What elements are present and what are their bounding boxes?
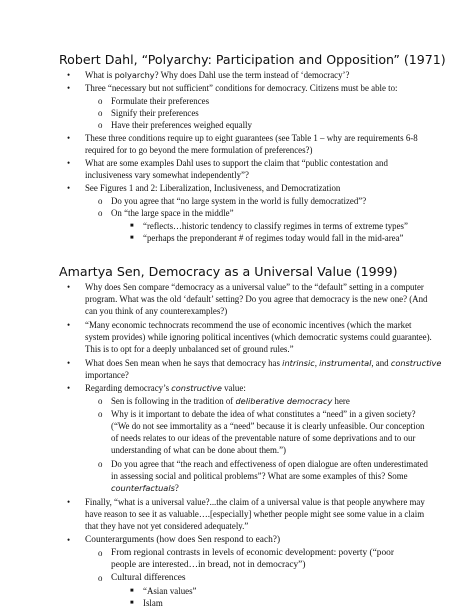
sub-item-deliberative: Sen is following in the tradition of deliberative democracy here xyxy=(111,396,350,406)
bullet-marker: • xyxy=(67,133,71,143)
sub-bullet-marker: o xyxy=(98,573,103,583)
square-bullet-marker: ■ xyxy=(130,588,134,594)
sub-bullet-marker: o xyxy=(98,196,103,206)
list-item-technocrats-line1: “Many economic technocrats recommend the use of economic incentives (which the market xyxy=(85,320,412,330)
sub-sub-item-preponderant: “perhaps the preponderant # of regimes today would fall in the mid-area” xyxy=(143,233,404,243)
sub-bullet-marker: o xyxy=(98,396,103,406)
list-item-constructive-value: Regarding democracy’s constructive value: xyxy=(85,383,246,393)
sub-sub-item-asian-values: “Asian values” xyxy=(143,586,197,596)
square-bullet-marker: ■ xyxy=(130,235,134,241)
sub-item-formulate: Formulate their preferences xyxy=(111,96,210,106)
list-item-conditions: Three “necessary but not sufficient” conditions for democracy. Citizens must be able to: xyxy=(85,83,398,93)
sub-item-cultural: Cultural differences xyxy=(111,573,186,583)
bullet-marker: • xyxy=(67,83,71,93)
sub-item-need-line2: (“We do not see immortality as a “need” because it is clearly unfeasible. Our conception xyxy=(111,421,425,431)
bullet-marker: • xyxy=(67,497,71,507)
section-heading-dahl: Robert Dahl, “Polyarchy: Participation and Opposition” (1971) xyxy=(59,52,446,67)
list-item-importance-line2: importance? xyxy=(85,370,129,380)
sub-item-need-line1: Why is it important to debate the idea of what constitutes a “need” in a given society? xyxy=(111,409,416,419)
list-item-counterarguments: Counterarguments (how does Sen respond to each?) xyxy=(85,535,281,545)
list-item-universal-line3: that they have not yet considered adequately.” xyxy=(85,521,249,531)
sub-item-weighed: Have their preferences weighed equally xyxy=(111,120,252,130)
sub-item-fully-democratized: Do you agree that “no large system in the world is fully democratized”? xyxy=(111,196,367,206)
sub-bullet-marker: o xyxy=(98,208,103,218)
list-item-default-line3: can you think of any counterexamples?) xyxy=(85,306,228,316)
section-heading-sen: Amartya Sen, Democracy as a Universal Value (1999) xyxy=(59,264,398,279)
sub-bullet-marker: o xyxy=(98,108,103,118)
list-item-universal-line2: have reason to see it as valuable….[especially] whether people might see some value in a claim xyxy=(85,509,425,519)
sub-item-need-line4: understanding of what can be done about them.”) xyxy=(111,445,286,455)
list-item-examples-line1: What are some examples Dahl uses to support the claim that “public contestation and xyxy=(85,158,388,168)
list-item-guarantees-line2: required for to go beyond the mere formulation of preferences?) xyxy=(85,145,313,155)
sub-sub-item-historic-tendency: “reflects…historic tendency to classify regimes in terms of extreme types” xyxy=(143,221,408,231)
sub-item-dialogue-line3: counterfactuals? xyxy=(111,483,179,493)
sub-item-dialogue-line1: Do you agree that “the reach and effectiveness of open dialogue are often underestimated xyxy=(111,459,428,469)
list-item-technocrats-line2: system provides) while ignoring political incentives (which democratic systems could guarantee). xyxy=(85,332,432,342)
sub-item-large-space: On “the large space in the middle” xyxy=(111,208,234,218)
list-item-polyarchy-question: What is polyarchy? Why does Dahl use the term instead of ‘democracy’? xyxy=(85,70,350,80)
list-item-default-line2: program. What was the old ‘default’ setting? Do you agree that democracy is the new one? (And xyxy=(85,294,428,304)
bullet-marker: • xyxy=(67,320,71,330)
square-bullet-marker: ■ xyxy=(130,600,134,606)
bullet-marker: • xyxy=(67,183,71,193)
list-item-figures: See Figures 1 and 2: Liberalization, Inclusiveness, and Democratization xyxy=(85,183,341,193)
list-item-universal-line1: Finally, “what is a universal value?...the claim of a universal value is that people anywhere may xyxy=(85,497,425,507)
sub-bullet-marker: o xyxy=(98,409,103,419)
list-item-guarantees-line1: These three conditions require up to eight guarantees (see Table 1 – why are requirements 6-8 xyxy=(85,133,418,143)
sub-bullet-marker: o xyxy=(98,548,103,558)
list-item-examples-line2: inclusiveness vary somewhat independently”? xyxy=(85,170,249,180)
sub-item-dialogue-line2: in assessing social and political problems”? What are some examples of this? Some xyxy=(111,471,408,481)
square-bullet-marker: ■ xyxy=(130,223,134,229)
bullet-marker: • xyxy=(67,158,71,168)
sub-bullet-marker: o xyxy=(98,459,103,469)
bullet-marker: • xyxy=(67,535,71,545)
sub-sub-item-islam: Islam xyxy=(143,598,163,608)
sub-item-need-line3: of needs relates to our ideas of the preventable nature of some deprivations and to our xyxy=(111,433,416,443)
sub-bullet-marker: o xyxy=(98,120,103,130)
list-item-technocrats-line3: This is to opt for a deeply unbalanced set of ground rules.” xyxy=(85,344,294,354)
bullet-marker: • xyxy=(67,282,71,292)
bullet-marker: • xyxy=(67,358,71,368)
bullet-marker: • xyxy=(67,70,71,80)
sub-item-poverty-line2: people are interested…in bread, not in democracy”) xyxy=(111,560,306,570)
list-item-default-line1: Why does Sen compare “democracy as a universal value” to the “default” setting in a computer xyxy=(85,282,424,292)
sub-item-poverty-line1: From regional contrasts in levels of economic development: poverty (“poor xyxy=(111,548,394,558)
list-item-importance-line1: What does Sen mean when he says that democracy has intrinsic, instrumental, and constructive xyxy=(85,358,442,368)
sub-item-signify: Signify their preferences xyxy=(111,108,199,118)
sub-bullet-marker: o xyxy=(98,96,103,106)
bullet-marker: • xyxy=(67,383,71,393)
